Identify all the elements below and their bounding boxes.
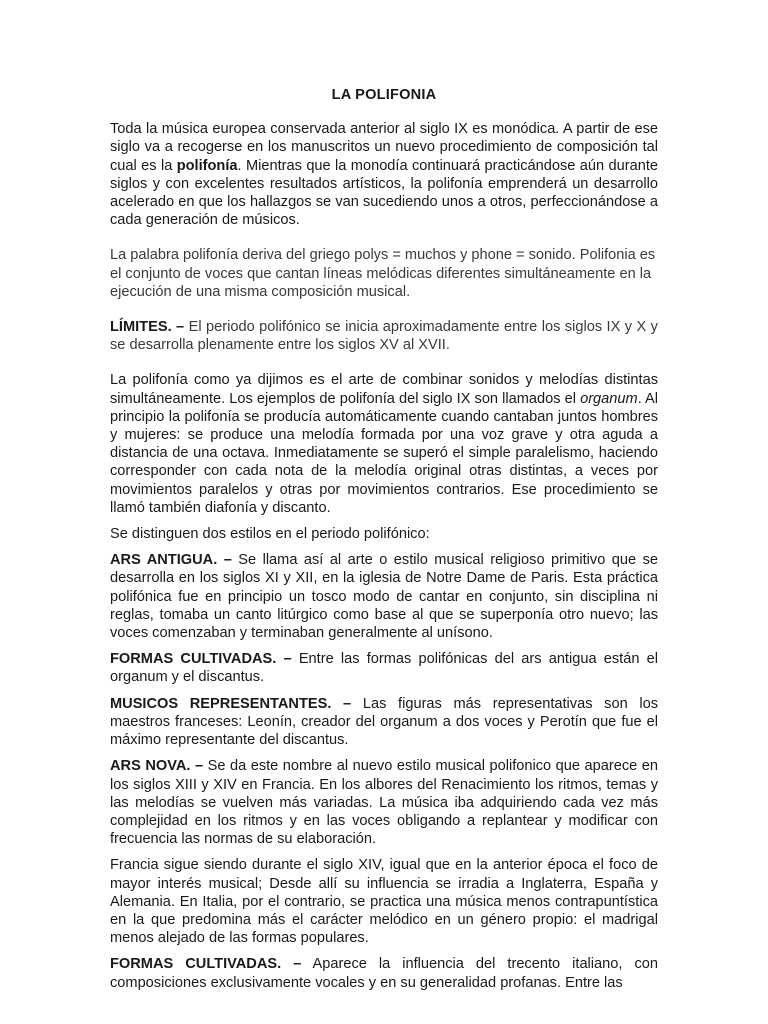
formas-cultivadas-nova-text: Aparece la influencia del trecento italiano, con composiciones exclusivamente vocales y en su generalidad profanas. Entre las — [110, 956, 658, 991]
organum-term: organum — [580, 390, 638, 407]
paragraph-ars-nova — [110, 757, 658, 848]
paragraph-limites — [110, 318, 658, 354]
paragraph-formas-antigua — [110, 650, 658, 686]
limites-text: El periodo polifónico se inicia aproximadamente entre los siglos IX y X y se desarrolla plenamente entre los siglos XV al XVII. — [110, 319, 658, 354]
paragraph-intro-text-a: Toda la música europea conservada anterior al siglo IX es monódica. A partir de ese siglo va a recogerse en los manuscritos un nuevo procedimiento de composición tal cual es la — [110, 121, 658, 174]
paragraph-intro-text-b: . Mientras que la monodía continuará practicándose aún durante siglos y con excelentes resultados artísticos, la polifonía emprenderá un desarrollo acelerado en que los hallazgos se van sucediendo unos a otros, perfeccionándose a cada generación de músicos. — [110, 157, 659, 229]
formas-cultivadas-nova-label: FORMAS CULTIVADAS. – — [110, 956, 302, 973]
paragraph-definition: La palabra polifonía deriva del griego polys = muchos y phone = sonido. Polifonia es el conjunto de voces que cantan líneas melódicas diferentes simultáneamente en la ejecución de una misma composición musical. — [110, 247, 656, 300]
document-page — [110, 86, 658, 1000]
ars-antigua-text: Se llama así al arte o estilo musical religioso primitivo que se desarrolla en los siglos XI y XII, en la iglesia de Notre Dame de Paris. Esta práctica polifónica fue en principio un tosco modo de cantar en conjunto, sin disciplina ni reglas, tomaba un canto litúrgico como base al que se superponía otro nuevo; las voces comenzaban y terminaban generalmente al unísono. — [110, 552, 659, 642]
formas-cultivadas-label: FORMAS CULTIVADAS. – — [110, 651, 292, 668]
paragraph-organum-text-a: La polifonía como ya dijimos es el arte de combinar sonidos y melodías distintas simultáneamente. Los ejemplos de polifonía del siglo IX son llamados el — [110, 372, 658, 407]
paragraph-formas-nova — [110, 955, 658, 991]
musicos-label: MUSICOS REPRESENTANTES. – — [110, 695, 352, 712]
polifonia-term: polifonía — [176, 157, 238, 174]
formas-cultivadas-text: Entre las formas polifónicas del ars antigua están el organum y el discantus. — [110, 651, 658, 686]
paragraph-organum — [110, 371, 658, 517]
paragraph-ars-antigua — [110, 551, 658, 642]
paragraph-estilos: Se distinguen dos estilos en el periodo polifónico: — [110, 526, 430, 543]
paragraph-francia: Francia sigue siendo durante el siglo XIV, igual que en la anterior época el foco de mayor interés musical; Desde allí su influencia se irradia a Inglaterra, España y Alemania. En Italia, por el contrario, se practica una música menos contrapuntística en la que predomina más el carácter melódico en un género propio: el madrigal menos alejado de las formas populares. — [110, 857, 658, 947]
musicos-text: Las figuras más representativas son los maestros franceses: Leonín, creador del organum a dos voces y Perotín que fue el máximo representante del discantus. — [110, 695, 658, 749]
limites-label: LÍMITES. – — [110, 319, 185, 336]
paragraph-intro — [110, 120, 658, 229]
ars-antigua-label: ARS ANTIGUA. – — [110, 552, 232, 569]
ars-nova-label: ARS NOVA. – — [110, 758, 204, 775]
ars-nova-text: Se da este nombre al nuevo estilo musical polifonico que aparece en los siglos XIII y XIV en Francia. En los albores del Renacimiento los ritmos, temas y las melodías se vuelven más variadas. La música iba adquiriendo cada vez más complejidad en los ritmos y en las voces obligando a replantear y modificar con frecuencia las normas de su elaboración. — [110, 758, 658, 848]
paragraph-musicos — [110, 695, 658, 750]
page-title: LA POLIFONIA — [331, 87, 437, 103]
paragraph-organum-text-b: . Al principio la polifonía se producía automáticamente cuando cantaban juntos hombres y mujeres: se produce una melodía formada por una voz grave y otra aguda a distancia de una octava. Inmediatamente se superó el simple paralelismo, haciendo corresponder con cada nota de la melodía original otras distintas, a veces por movimientos paralelos y otras por movimientos contrarios. Ese procedimiento se llamó también diafonía y discanto. — [110, 390, 659, 516]
